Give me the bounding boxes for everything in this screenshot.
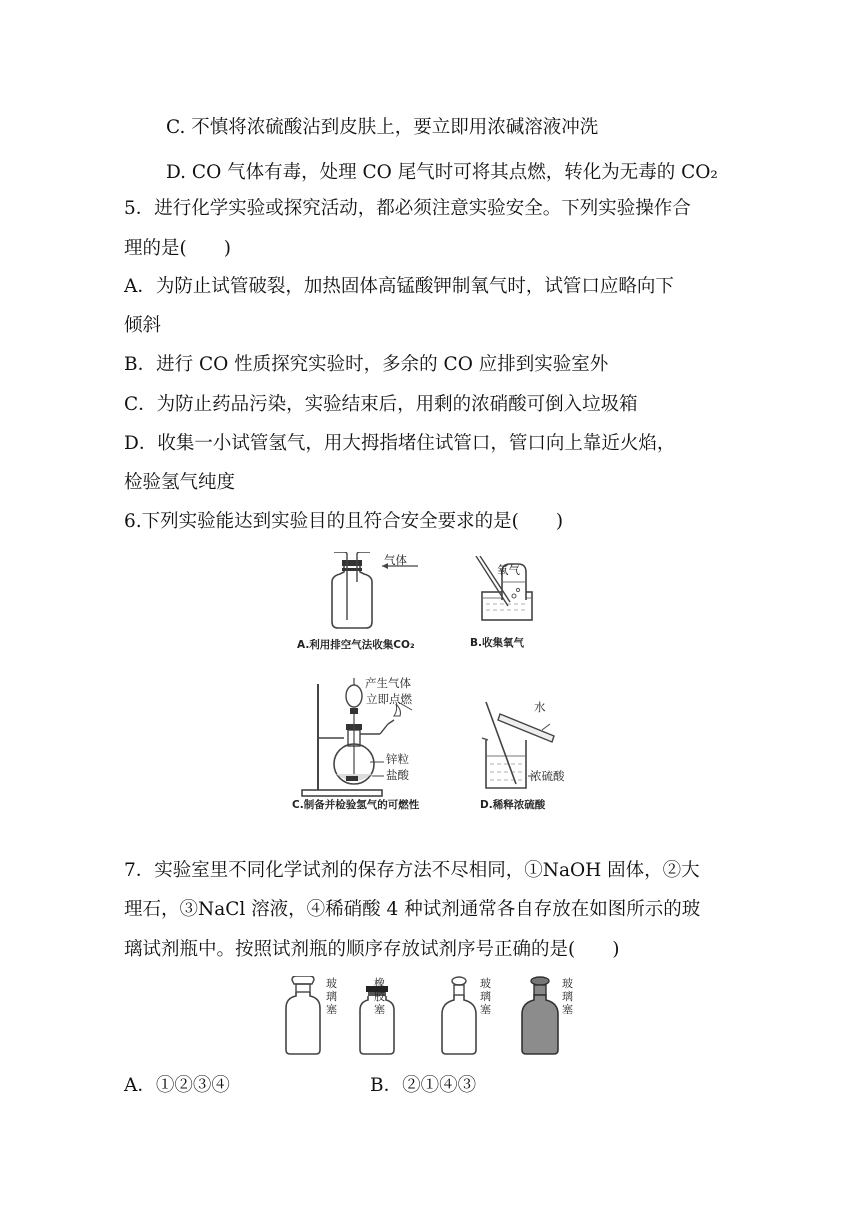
q7-bottle-1-label: 玻璃塞 [326,977,337,1016]
q6-figure-d-label-water: 水 [534,700,546,714]
q6-figure-c-label-zinc: 锌粒 [386,752,409,766]
q5-option-d-line2: 检验氢气纯度 [124,472,236,493]
q6-figure-b-label-oxygen: 氧气 [497,563,520,577]
q6-figure-a-gas-bottle [320,552,430,630]
q5-option-d-line1: D．收集一小试管氢气，用大拇指堵住试管口，管口向上靠近火焰， [124,433,676,454]
q6-figure-a-label-gas: 气体 [384,553,407,567]
q5-stem-line1: 5．进行化学实验或探究活动，都必须注意实验安全。下列实验操作合 [124,198,691,219]
q6-stem: 6.下列实验能达到实验目的且符合安全要求的是( ) [124,511,564,532]
q7-stem-line2: 理石，③NaCl 溶液，④稀硝酸 4 种试剂通常各自存放在如图所示的玻 [124,899,701,920]
q7-stem-line3: 璃试剂瓶中。按照试剂瓶的顺序存放试剂序号正确的是( ) [124,939,620,960]
q7-option-b: B．②①④③ [370,1075,477,1096]
q5-option-b: B．进行 CO 性质探究实验时，多余的 CO 应排到实验室外 [124,354,609,375]
q4-option-c: C. 不慎将浓硫酸沾到皮肤上，要立即用浓碱溶液冲洗 [166,117,599,138]
q5-option-a-line2: 倾斜 [124,315,162,336]
q6-figure-c-label-ignite: 立即点燃 [366,692,412,706]
q6-figure-b-caption: B.收集氧气 [470,637,524,649]
q6-figure-c-label-acid: 盐酸 [386,768,409,782]
q7-bottle-3-label: 玻璃塞 [480,977,491,1016]
q7-bottle-2-label: 橡胶塞 [374,977,385,1016]
q7-bottle-4-label: 玻璃塞 [562,977,573,1016]
q6-figure-d-caption: D.稀释浓硫酸 [480,799,546,811]
q7-stem-line1: 7．实验室里不同化学试剂的保存方法不尽相同，①NaOH 固体，②大 [124,860,700,881]
q5-option-c: C．为防止药品污染，实验结束后，用剩的浓硝酸可倒入垃圾箱 [124,394,638,415]
q4-option-d: D. CO 气体有毒，处理 CO 尾气时可将其点燃，转化为无毒的 CO₂ [166,162,718,183]
q7-option-a: A．①②③④ [124,1075,230,1096]
q6-figure-c-label-gas: 产生气体 [365,676,411,690]
q6-figure-d-label-acid: 浓硫酸 [530,769,565,783]
q5-option-a-line1: A．为防止试管破裂，加热固体高锰酸钾制氧气时，试管口应略向下 [124,276,674,297]
q6-figure-c-caption: C.制备并检验氢气的可燃性 [292,799,420,811]
q5-stem-line2: 理的是( ) [124,238,231,259]
q6-figure-a-caption: A.利用排空气法收集CO₂ [297,639,415,651]
